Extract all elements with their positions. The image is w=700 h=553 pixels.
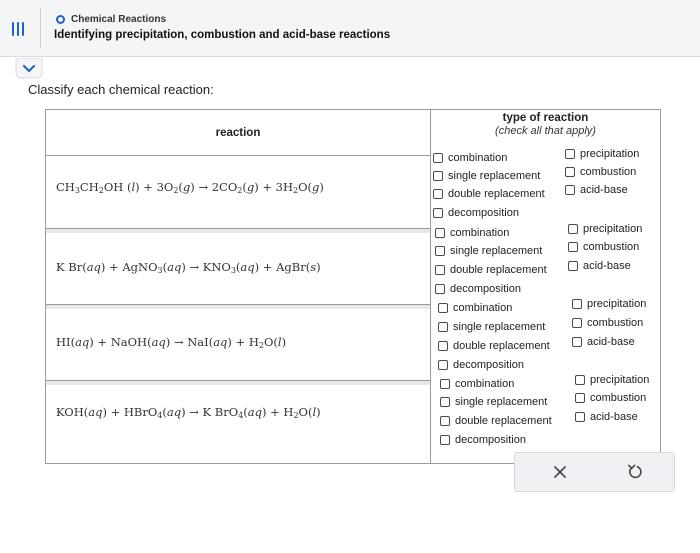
r2-combustion-checkbox[interactable] <box>568 241 639 253</box>
reaction-1-equation: $CH_3CH_2OH$ $(l) + 3O_2(g) \to 2CO_2(g) + 3H_2O(g)$ <box>56 180 324 195</box>
header-type <box>431 112 660 137</box>
reaction-3-options <box>438 300 668 376</box>
r3-acid-base-checkbox[interactable] <box>572 336 635 348</box>
chevron-down-icon <box>14 58 44 80</box>
header-type-note: (check all that apply) <box>495 125 596 137</box>
option-label: decomposition <box>453 359 524 371</box>
option-label: combination <box>450 227 510 239</box>
option-label: precipitation <box>587 298 647 310</box>
option-label: precipitation <box>580 148 640 160</box>
header-divider <box>40 8 41 48</box>
collapse-toggle[interactable] <box>14 58 44 80</box>
reaction-4-options <box>440 376 670 452</box>
undo-button[interactable] <box>625 462 645 482</box>
option-label: precipitation <box>590 374 650 386</box>
option-label: double replacement <box>455 415 552 427</box>
r3-decomposition-checkbox[interactable] <box>438 359 524 371</box>
instruction-text: Classify each chemical reaction: <box>28 82 214 97</box>
option-label: combustion <box>587 317 644 329</box>
r1-decomposition-checkbox[interactable] <box>433 207 519 219</box>
option-label: double replacement <box>453 340 550 352</box>
r3-combustion-checkbox[interactable] <box>572 317 643 329</box>
r3-double-replacement-checkbox[interactable] <box>438 340 550 352</box>
topic-status-icon <box>56 15 65 24</box>
menu-icon[interactable] <box>8 22 28 38</box>
clear-button[interactable] <box>551 463 569 481</box>
row-shade <box>46 229 430 233</box>
reaction-3-equation: HI(aq) + NaOH(aq) → $NaI(aq) + H_2O(l)$ <box>56 335 287 350</box>
header-type-title: type of reaction <box>502 112 589 124</box>
r4-combustion-checkbox[interactable] <box>575 392 646 404</box>
r2-decomposition-checkbox[interactable] <box>435 283 521 295</box>
option-label: decomposition <box>448 207 519 219</box>
reaction-table <box>45 109 661 464</box>
option-label: combustion <box>590 392 647 404</box>
option-label: combustion <box>583 241 640 253</box>
r2-acid-base-checkbox[interactable] <box>568 260 631 272</box>
r4-decomposition-checkbox[interactable] <box>440 434 526 446</box>
r2-double-replacement-checkbox[interactable] <box>435 264 547 276</box>
reaction-4-equation: KOH(aq) + HBrO$_4$(aq) → K $BrO_4(aq) + H_2O(l)$ <box>56 405 321 420</box>
option-label: decomposition <box>450 283 521 295</box>
r1-acid-base-checkbox[interactable] <box>565 184 628 196</box>
r1-combustion-checkbox[interactable] <box>565 166 636 178</box>
r1-double-replacement-checkbox[interactable] <box>433 188 545 200</box>
column-divider <box>430 110 431 463</box>
r4-acid-base-checkbox[interactable] <box>575 411 638 423</box>
option-label: acid-base <box>587 336 635 348</box>
activity-title: Identifying precipitation, combustion and acid-base reactions <box>54 29 391 41</box>
r4-single-replacement-checkbox[interactable] <box>440 396 547 408</box>
option-label: combination <box>455 378 515 390</box>
reaction-2-equation: K Br(aq) + AgNO$_3$(aq) → $KNO_3(aq)$ + AgBr(s) <box>56 260 321 275</box>
option-label: single replacement <box>455 396 548 408</box>
option-label: single replacement <box>450 245 543 257</box>
r3-precipitation-checkbox[interactable] <box>572 298 646 310</box>
action-bar <box>514 452 675 492</box>
r3-combination-checkbox[interactable] <box>438 302 512 314</box>
r4-combination-checkbox[interactable] <box>440 378 514 390</box>
option-label: combination <box>448 152 508 164</box>
option-label: acid-base <box>583 260 631 272</box>
option-label: double replacement <box>448 188 545 200</box>
header-bar <box>0 0 700 57</box>
option-label: combustion <box>580 166 637 178</box>
option-label: combination <box>453 302 513 314</box>
r4-precipitation-checkbox[interactable] <box>575 374 649 386</box>
option-label: single replacement <box>453 321 546 333</box>
option-label: double replacement <box>450 264 547 276</box>
topic-row <box>56 14 166 25</box>
undo-icon <box>625 462 645 482</box>
option-label: acid-base <box>590 411 638 423</box>
reaction-2-options <box>435 225 665 301</box>
r2-single-replacement-checkbox[interactable] <box>435 245 542 257</box>
option-label: acid-base <box>580 184 628 196</box>
r4-double-replacement-checkbox[interactable] <box>440 415 552 427</box>
option-label: precipitation <box>583 223 643 235</box>
r1-single-replacement-checkbox[interactable] <box>433 170 540 182</box>
r1-combination-checkbox[interactable] <box>433 152 507 164</box>
option-label: decomposition <box>455 434 526 446</box>
header-reaction: reaction <box>46 110 430 156</box>
topic-label: Chemical Reactions <box>71 14 167 25</box>
r2-precipitation-checkbox[interactable] <box>568 223 642 235</box>
reaction-1-options <box>433 150 663 226</box>
r3-single-replacement-checkbox[interactable] <box>438 321 545 333</box>
r2-combination-checkbox[interactable] <box>435 227 509 239</box>
row-shade <box>46 305 430 309</box>
r1-precipitation-checkbox[interactable] <box>565 148 639 160</box>
row-shade <box>46 381 430 385</box>
option-label: single replacement <box>448 170 541 182</box>
x-icon <box>551 463 569 481</box>
